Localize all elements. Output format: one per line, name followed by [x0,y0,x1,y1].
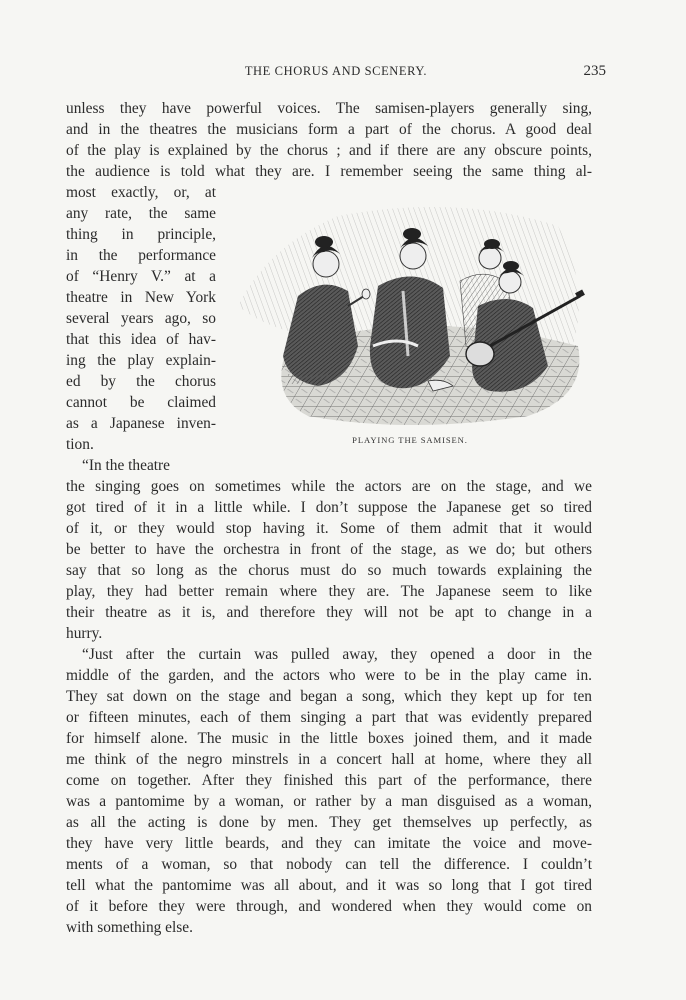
text-line: of it, or they would stop having it. Some of them admit that it would [66,520,592,537]
text-line: the singing goes on sometimes while the actors are on the stage, and we [66,478,592,495]
text-line: in the performance [66,247,216,264]
text-line: hurry. [66,625,103,642]
text-line: be better to have the orchestra in front of the stage, as we do; but others [66,541,592,558]
running-head [66,64,606,86]
text-line: of the play is explained by the chorus ; and if there are any obscure points, [66,142,592,159]
text-line: ments of a woman, so that nobody can tell the difference. I couldn’t [66,856,592,873]
text-line: ing the play explain- [66,352,216,369]
text-line: was a pantomime by a woman, or rather by a man disguised as a woman, [66,793,592,810]
text-line: their theatre as it is, and therefore they will not be apt to change in a [66,604,592,621]
text-line: me think of the negro minstrels in a concert hall at home, where they all [66,751,592,768]
text-line: tell what the pantomime was all about, and it was so long that I got tired [66,877,592,894]
text-line: They sat down on the stage and began a song, which they kept up for ten [66,688,592,705]
text-line: for himself alone. The music in the little boxes joined them, and it made [66,730,592,747]
text-line: come on together. After they finished this part of the performance, there [66,772,592,789]
text-line: that this idea of hav- [66,331,216,348]
text-line: thing in principle, [66,226,216,243]
text-line: middle of the garden, and the actors who were to be in the play came in. [66,667,592,684]
text-line: ed by the chorus [66,373,216,390]
text-line: they have very little beards, and they can imitate the voice and move- [66,835,592,852]
text-line: theatre in New York [66,289,216,306]
text-line: most exactly, or, at [66,184,216,201]
text-line: got tired of it in a little while. I don’t suppose the Japanese get so tired [66,499,592,516]
text-line: or fifteen minutes, each of them singing a part that was evidently prepared [66,709,592,726]
figure-caption: PLAYING THE SAMISEN. [352,435,468,445]
text-line: several years ago, so [66,310,216,327]
text-line: play, they had better remain where they are. The Japanese seem to like [66,583,592,600]
text-line: say that so long as the chorus must do so much towards explaining the [66,562,592,579]
text-line: tion. [66,436,94,453]
text-line: of it before they were through, and wondered when they would come on [66,898,592,915]
text-line: any rate, the same [66,205,216,222]
text-line: the audience is told what they are. I remember seeing the same thing al- [66,163,592,180]
text-line: cannot be claimed [66,394,216,411]
text-line: with something else. [66,919,193,936]
text-line: unless they have powerful voices. The samisen-players generally sing, [66,100,592,117]
text-line: as a Japanese inven- [66,415,216,432]
text-line: “In the theatre [82,457,171,474]
text-line: and in the theatres the musicians form a part of the chorus. A good deal [66,121,592,138]
text-line: “Just after the curtain was pulled away, they opened a door in the [82,646,592,663]
text-line: of “Henry V.” at a [66,268,216,285]
text-line: as all the acting is done by men. They get themselves up perfectly, as [66,814,592,831]
illustration-samisen-players [228,196,592,432]
running-title: THE CHORUS AND SCENERY. [244,64,428,78]
engraving [228,196,592,432]
page-number: 235 [583,63,606,79]
